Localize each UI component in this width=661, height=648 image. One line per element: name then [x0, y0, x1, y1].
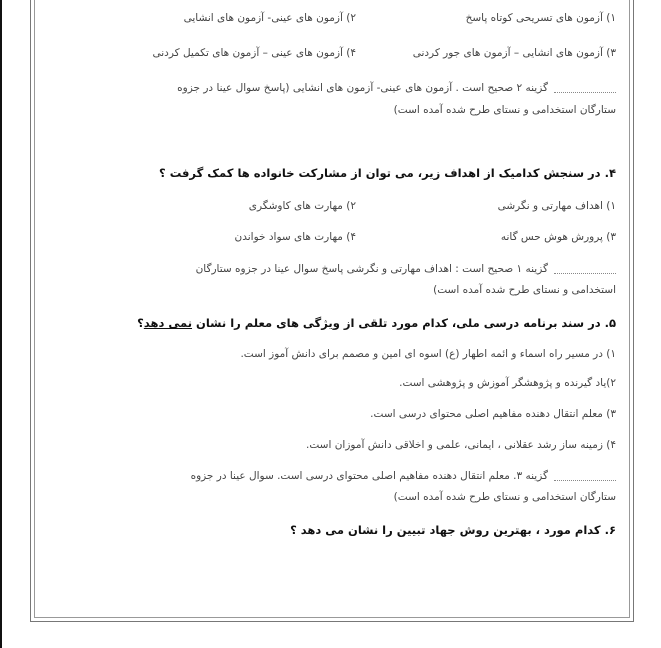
q4-answer-text: گزینه ۱ صحیح است : اهداف مهارتی و نگرشی پاسخ سوال عینا در جزوه ستارگان [195, 263, 548, 275]
answer-blank [554, 471, 616, 481]
q5-question-mark: ؟ [137, 316, 144, 330]
page-left-edge [0, 0, 2, 648]
q5-option-3: ۳) معلم انتقال دهنده مفاهیم اصلی محتوای درسی است. [370, 408, 616, 420]
prev-answer-line-1 [177, 82, 616, 94]
answer-blank [554, 83, 616, 93]
q4-option-2: ۲) مهارت های کاوشگری [248, 200, 356, 212]
question-6: ۶. کدام مورد ، بهترین روش جهاد تبیین را نشان می دهد ؟ [290, 523, 616, 537]
q5-option-1: ۱) در مسیر راه اسماء و ائمه اطهار (ع) اسوه ای امین و مصمم برای دانش آموز است. [240, 348, 616, 360]
prev-answer-line-2: ستارگان استخدامی و نستای طرح شده آمده است) [393, 104, 616, 116]
prev-option-1: ۱) آزمون های تسریحی کوتاه پاسخ [465, 12, 616, 24]
prev-answer-text: گزینه ۲ صحیح است . آزمون های عینی- آزمون های انشایی (پاسخ سوال عینا در جزوه [177, 82, 548, 94]
q5-option-4: ۴) زمینه ساز رشد عقلانی ، ایمانی، علمی و اخلاقی دانش آموزان است. [306, 439, 616, 451]
question-4: ۴. در سنجش کدامیک از اهداف زیر، می توان از مشارکت خانواده ها کمک گرفت ؟ [159, 166, 616, 180]
answer-blank [554, 264, 616, 274]
q4-option-3: ۳) پرورش هوش حس گانه [500, 231, 616, 243]
q5-answer-line-2: ستارگان استخدامی و نستای طرح شده آمده است) [393, 491, 616, 503]
prev-option-3: ۳) آزمون های انشایی – آزمون های جور کردنی [412, 47, 616, 59]
question-5 [137, 316, 616, 330]
q5-negation: نمی دهد [143, 316, 193, 330]
q4-option-1: ۱) اهداف مهارتی و نگرشی [497, 200, 616, 212]
q5-answer-text: گزینه ۳. معلم انتقال دهنده مفاهیم اصلی محتوای درسی است. سوال عینا در جزوه [190, 470, 548, 482]
prev-option-4: ۴) آزمون های عینی – آزمون های تکمیل کردنی [152, 47, 356, 59]
prev-option-2: ۲) آزمون های عینی- آزمون های انشایی [183, 12, 356, 24]
q5-option-2: ۲)یاد گیرنده و پژوهشگر آموزش و پژوهشی است. [399, 377, 616, 389]
q4-option-4: ۴) مهارت های سواد خواندن [234, 231, 356, 243]
q5-text: ۵. در سند برنامه درسی ملی، کدام مورد تلقی از ویژگی های معلم را نشان [192, 316, 616, 330]
q4-answer-line-1 [196, 263, 616, 275]
q4-answer-line-2: استخدامی و نستای طرح شده آمده است) [433, 284, 616, 296]
q5-answer-line-1 [191, 470, 616, 482]
